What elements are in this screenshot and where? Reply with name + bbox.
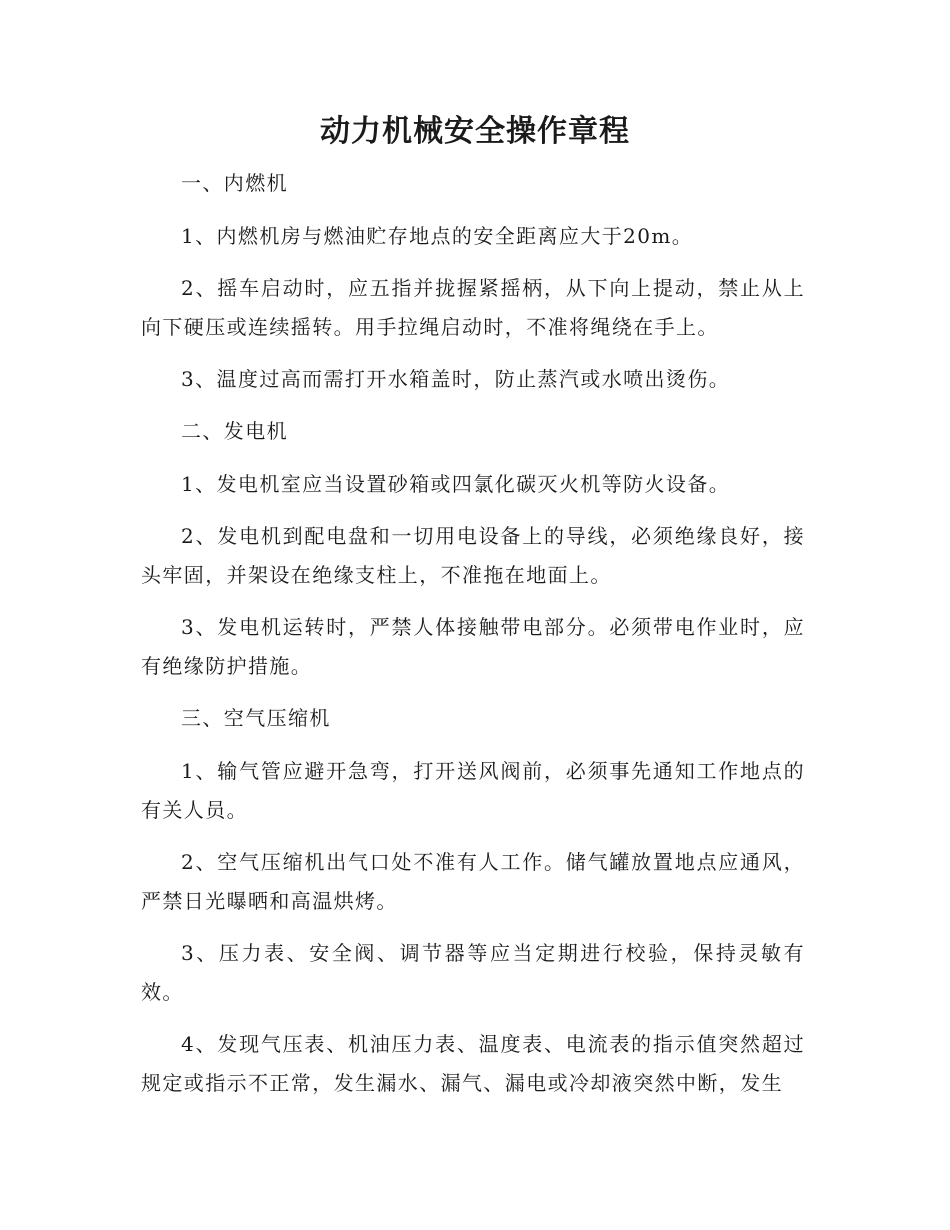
paragraph: 3、温度过高而需打开水箱盖时，防止蒸汽或水喷出烫伤。: [181, 367, 731, 391]
paragraph: 4、发现气压表、机油压力表、温度表、电流表的指示值突然超过规定或指示不正常，发生漏水、漏气、漏电或冷却液突然中断，发生: [141, 1032, 805, 1095]
section-heading: 三、空气压缩机: [181, 706, 331, 730]
paragraph: 2、发电机到配电盘和一切用电设备上的导线，必须绝缘良好，接头牢固，并架设在绝缘支柱上，不准拖在地面上。: [141, 524, 805, 587]
paragraph: 1、发电机室应当设置砂箱或四氯化碳灭火机等防火设备。: [181, 472, 731, 496]
paragraph: 2、空气压缩机出气口处不准有人工作。储气罐放置地点应通风，严禁日光曝晒和高温烘烤。: [141, 850, 805, 913]
paragraph: 2、摇车启动时，应五指并拢握紧摇柄，从下向上提动，禁止从上向下硬压或连续摇转。用手拉绳启动时，不准将绳绕在手上。: [141, 276, 805, 339]
document-title: 动力机械安全操作章程: [320, 114, 630, 149]
section-heading: 一、内燃机: [181, 171, 288, 195]
paragraph: 3、发电机运转时，严禁人体接触带电部分。必须带电作业时，应有绝缘防护措施。: [141, 615, 805, 678]
paragraph: 1、内燃机房与燃油贮存地点的安全距离应大于20m。: [181, 224, 694, 248]
section-heading: 二、发电机: [181, 419, 288, 443]
paragraph: 1、输气管应避开急弯，打开送风阀前，必须事先通知工作地点的有关人员。: [141, 759, 805, 822]
document-body: [141, 164, 805, 1116]
paragraph: 3、压力表、安全阀、调节器等应当定期进行校验，保持灵敏有效。: [141, 941, 805, 1004]
